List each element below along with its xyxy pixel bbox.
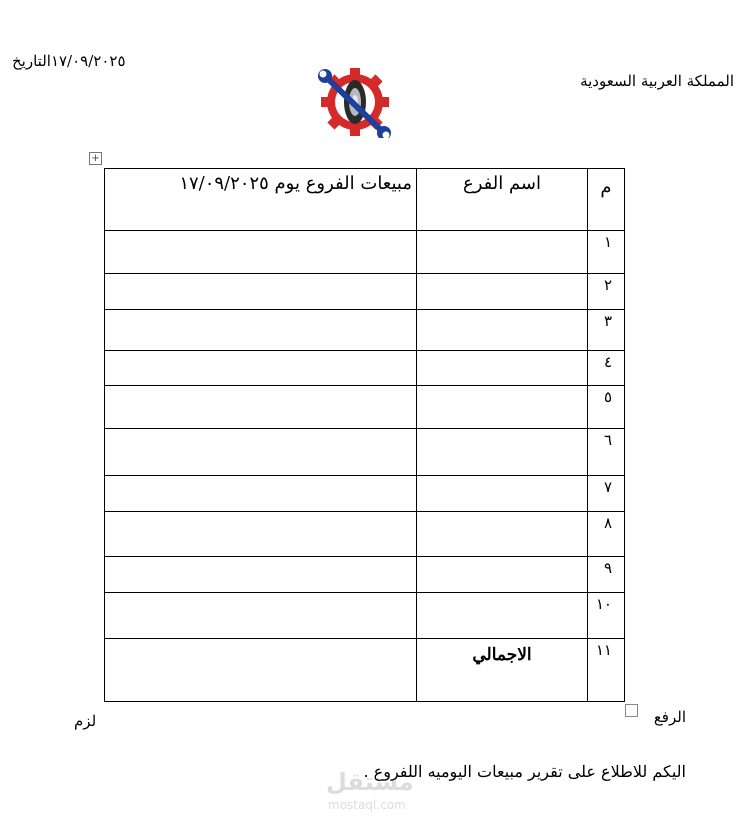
resize-handle[interactable] [625, 704, 638, 717]
sales-cell[interactable] [105, 593, 417, 639]
branch-cell[interactable] [417, 274, 588, 310]
sales-cell[interactable] [105, 557, 417, 593]
sales-cell[interactable] [105, 231, 417, 274]
row-number: ١٠ [588, 593, 625, 639]
branch-cell[interactable] [417, 231, 588, 274]
branch-cell[interactable] [417, 429, 588, 476]
row-number: ٤ [588, 351, 625, 386]
row-number: ٧ [588, 476, 625, 512]
company-logo [316, 64, 394, 138]
table-row [105, 557, 625, 593]
table-row [105, 476, 625, 512]
total-sales-cell[interactable] [105, 639, 417, 702]
sales-cell[interactable] [105, 386, 417, 429]
branch-cell[interactable] [417, 476, 588, 512]
country-name: المملكة العربية السعودية [580, 72, 734, 90]
row-number: ٣ [588, 310, 625, 351]
watermark [326, 768, 414, 816]
table-row [105, 310, 625, 351]
date-line [12, 52, 126, 70]
row-number: ٢ [588, 274, 625, 310]
row-number: ٩ [588, 557, 625, 593]
sales-cell[interactable] [105, 476, 417, 512]
branch-cell[interactable] [417, 593, 588, 639]
footer-text: اليكم للاطلاع على تقرير مبيعات اليوميه اللفروع . [363, 762, 686, 781]
table-row [105, 429, 625, 476]
total-label: الاجمالي [417, 639, 588, 702]
table-row [105, 386, 625, 429]
table-row [105, 351, 625, 386]
branch-cell[interactable] [417, 386, 588, 429]
table-row [105, 593, 625, 639]
row-number: ١١ [588, 639, 625, 702]
watermark-en: mostaql.com [328, 798, 406, 812]
branch-cell[interactable] [417, 512, 588, 557]
row-number: ١ [588, 231, 625, 274]
header-branch: اسم الفرع [417, 169, 588, 231]
lazim-label: لزم [74, 712, 97, 730]
table-row [105, 512, 625, 557]
date-label: التاريخ [12, 52, 51, 70]
row-number: ٥ [588, 386, 625, 429]
table-header-row [105, 169, 625, 231]
watermark-ar: مستقل [326, 768, 414, 796]
row-number: ٦ [588, 429, 625, 476]
sales-cell[interactable] [105, 429, 417, 476]
table-row [105, 274, 625, 310]
branch-cell[interactable] [417, 310, 588, 351]
table-total-row [105, 639, 625, 702]
raf-label: الرفع [653, 708, 686, 726]
date-value: ١٧/٠٩/٢٠٢٥ [50, 52, 126, 70]
table-move-handle[interactable]: + [89, 152, 102, 165]
table-row [105, 231, 625, 274]
header-sales: مبيعات الفروع يوم ١٧/٠٩/٢٠٢٥ [105, 169, 417, 231]
header-num: م [588, 169, 625, 231]
sales-table [104, 168, 625, 702]
row-number: ٨ [588, 512, 625, 557]
branch-cell[interactable] [417, 557, 588, 593]
sales-cell[interactable] [105, 310, 417, 351]
sales-cell[interactable] [105, 351, 417, 386]
branch-cell[interactable] [417, 351, 588, 386]
sales-cell[interactable] [105, 274, 417, 310]
sales-cell[interactable] [105, 512, 417, 557]
